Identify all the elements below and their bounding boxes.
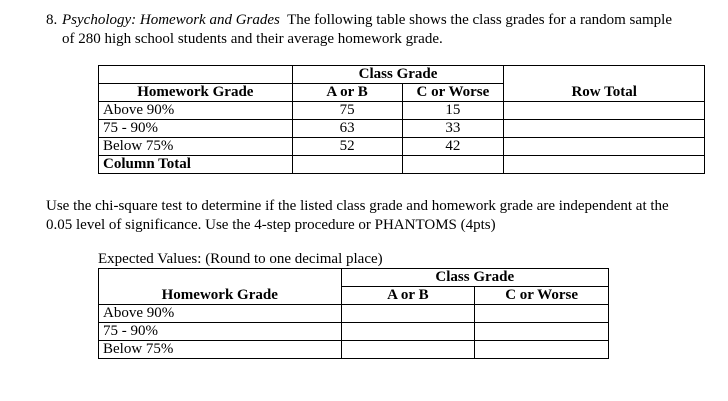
row-total-cell[interactable]	[504, 138, 705, 156]
instructions	[46, 197, 718, 235]
empty-header-cell	[99, 269, 342, 287]
cell-c: 15	[402, 102, 504, 120]
expected-cell[interactable]	[475, 305, 609, 323]
column-total-cell[interactable]	[292, 156, 402, 174]
table-row	[99, 341, 609, 359]
column-total-cell[interactable]	[402, 156, 504, 174]
empty-header-cell	[99, 66, 293, 84]
class-grade-header: Class Grade	[292, 66, 504, 84]
grand-total-cell[interactable]	[504, 156, 705, 174]
cell-c: 42	[402, 138, 504, 156]
expected-cell[interactable]	[475, 341, 609, 359]
expected-cell[interactable]	[341, 323, 475, 341]
table-row	[99, 102, 705, 120]
row-label: Above 90%	[99, 102, 293, 120]
class-grade-header: Class Grade	[341, 269, 608, 287]
expected-cell[interactable]	[341, 341, 475, 359]
col-c-or-worse: C or Worse	[402, 84, 504, 102]
table-row	[99, 120, 705, 138]
table-row	[99, 323, 609, 341]
question-8	[46, 11, 718, 49]
instructions-line1: Use the chi-square test to determine if the listed class grade and homework grade are independent at the	[46, 198, 669, 214]
question-text-line2: of 280 high school students and their average homework grade.	[62, 31, 443, 47]
homework-grade-header: Homework Grade	[99, 287, 342, 305]
row-label: Above 90%	[99, 305, 342, 323]
col-a-or-b: A or B	[292, 84, 402, 102]
row-total-cell[interactable]	[504, 120, 705, 138]
expected-values-caption: Expected Values: (Round to one decimal place)	[98, 251, 383, 267]
row-label: 75 - 90%	[99, 323, 342, 341]
empty-header-cell	[504, 66, 705, 84]
row-total-cell[interactable]	[504, 102, 705, 120]
table-row	[99, 305, 609, 323]
table-row	[99, 156, 705, 174]
expected-cell[interactable]	[341, 305, 475, 323]
row-total-header: Row Total	[504, 84, 705, 102]
row-label: Below 75%	[99, 341, 342, 359]
expected-table	[98, 268, 609, 359]
cell-a: 52	[292, 138, 402, 156]
question-title: Psychology: Homework and Grades	[62, 12, 280, 28]
observed-table	[98, 65, 705, 174]
cell-c: 33	[402, 120, 504, 138]
col-a-or-b: A or B	[341, 287, 475, 305]
question-text-line1: The following table shows the class grades for a random sample	[287, 12, 673, 28]
cell-a: 75	[292, 102, 402, 120]
row-label: 75 - 90%	[99, 120, 293, 138]
expected-cell[interactable]	[475, 323, 609, 341]
row-label: Below 75%	[99, 138, 293, 156]
table-row	[99, 138, 705, 156]
cell-a: 63	[292, 120, 402, 138]
question-number: 8.	[46, 12, 58, 28]
instructions-line2: 0.05 level of significance. Use the 4-step procedure or PHANTOMS (4pts)	[46, 217, 496, 233]
col-c-or-worse: C or Worse	[475, 287, 609, 305]
homework-grade-header: Homework Grade	[99, 84, 293, 102]
column-total-label: Column Total	[99, 156, 293, 174]
